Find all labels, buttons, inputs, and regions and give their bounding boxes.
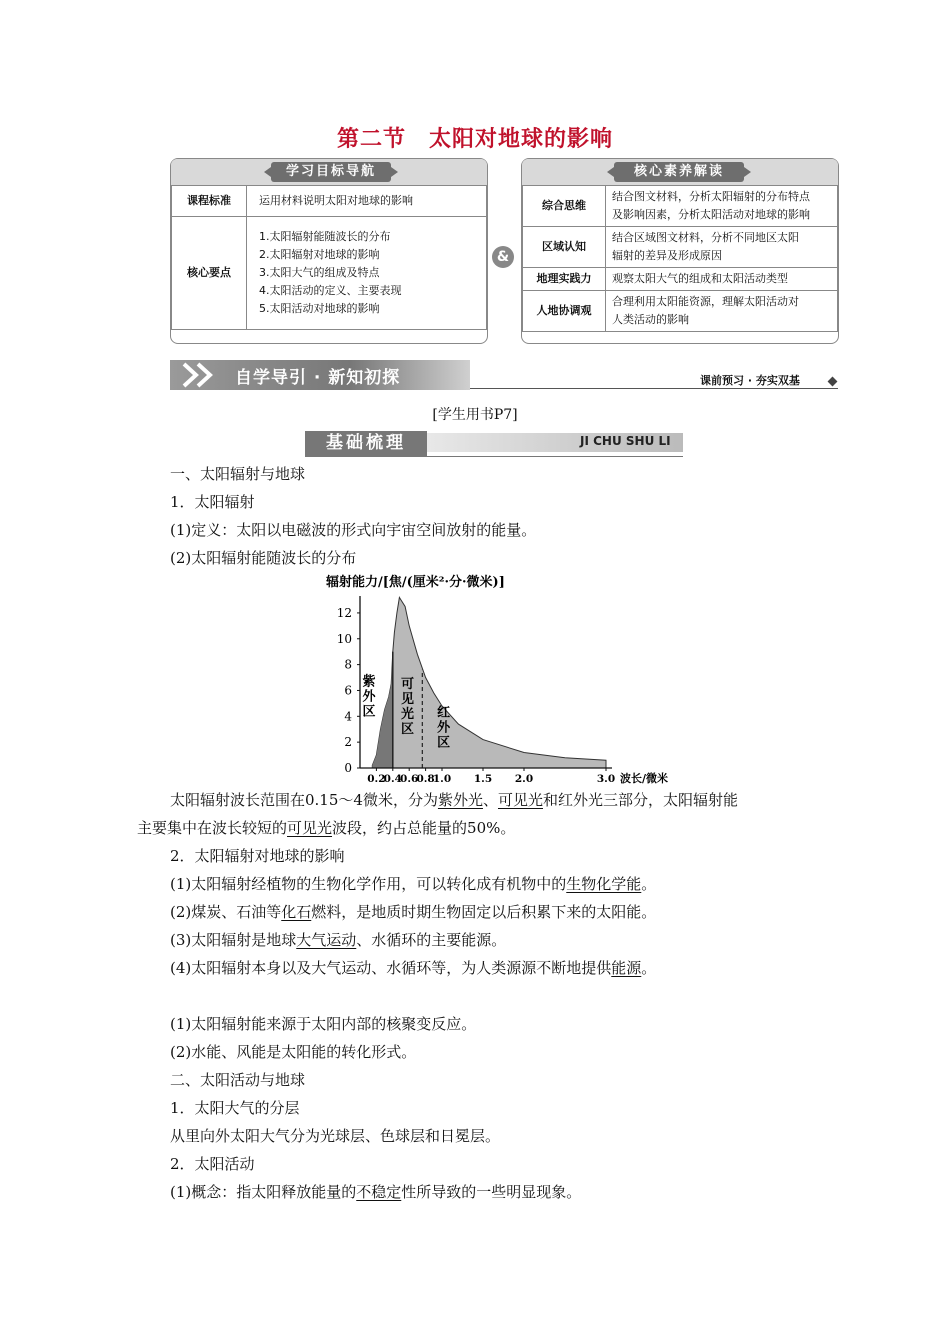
content-line: 1.太阳辐射能随波长的分布 — [259, 230, 391, 243]
text-run: 燃料，是地质时期生物固定以后积累下来的太阳能。 — [311, 903, 657, 921]
paragraph — [170, 1182, 581, 1202]
subheading: 1．太阳大气的分层 — [170, 1099, 300, 1117]
row-content — [606, 291, 838, 332]
text-run: 、 — [482, 791, 498, 809]
paragraph — [170, 902, 656, 922]
diamond-icon — [828, 377, 838, 387]
learning-goals-header: 学习目标导航 — [271, 162, 391, 182]
x-tick-label: 0.2 — [367, 773, 386, 785]
y-tick-label: 4 — [344, 709, 352, 724]
ampersand-icon: & — [492, 246, 514, 268]
y-tick-label: 10 — [336, 631, 352, 646]
row-label: 综合思维 — [523, 186, 606, 227]
answer-blank: 紫外光 — [437, 791, 483, 809]
x-tick-label: 3.0 — [596, 773, 616, 785]
region-label-3: 红外区 — [437, 705, 451, 751]
text-run: (4)太阳辐射本身以及大气运动、水循环等，为人类源源不断地提供 — [170, 959, 612, 977]
x-tick-label: 0.4 — [383, 773, 402, 785]
x-tick-label: 2.0 — [514, 773, 534, 785]
answer-blank: 可见光 — [497, 791, 543, 809]
text-run: 。 — [641, 959, 657, 977]
answer-blank: 化石 — [281, 903, 312, 921]
content-line: 结合区域图文材料，分析不同地区太阳 — [612, 231, 799, 244]
paragraph: (2)太阳辐射能随波长的分布 — [170, 549, 357, 567]
content-line: 运用材料说明太阳对地球的影响 — [259, 194, 413, 207]
note: (1)太阳辐射能来源于太阳内部的核聚变反应。 — [170, 1015, 477, 1033]
content-line: 辐射的差异及形成原因 — [612, 249, 722, 262]
banner-title: 自学导引 · 新知初探 — [235, 368, 401, 388]
answer-blank: 大气运动 — [296, 931, 357, 949]
section-header: 基础梳理 — [305, 431, 427, 456]
paragraph — [170, 874, 656, 894]
row-content — [606, 186, 838, 227]
x-tick-label: 1.5 — [473, 773, 493, 785]
learning-goals-table — [171, 185, 487, 330]
y-tick-label: 8 — [344, 657, 352, 672]
x-tick-label: 1.0 — [432, 773, 452, 785]
content-line: 5.太阳活动对地球的影响 — [259, 302, 380, 315]
paragraph: 从里向外太阳大气分为光球层、色球层和日冕层。 — [170, 1127, 501, 1145]
y-tick-label: 2 — [344, 735, 352, 750]
row-content — [606, 268, 838, 291]
subheading: 2．太阳辐射对地球的影响 — [170, 847, 345, 865]
region-label-1: 紫外区 — [362, 674, 376, 720]
y-tick-label: 12 — [336, 605, 352, 620]
table-row — [523, 291, 838, 332]
paragraph — [170, 930, 506, 950]
paragraph — [170, 958, 656, 978]
answer-blank: 能源 — [611, 959, 642, 977]
section-header-line — [305, 456, 683, 457]
row-label: 地理实践力 — [523, 268, 606, 291]
content-line: 及影响因素，分析太阳活动对地球的影响 — [612, 208, 810, 221]
y-tick-label: 6 — [344, 683, 352, 698]
heading-2: 二、太阳活动与地球 — [170, 1071, 306, 1089]
table-row — [172, 186, 487, 217]
x-axis-label: 波长/微米 — [620, 772, 669, 785]
text-run: 性所导致的一些明显现象。 — [401, 1183, 582, 1201]
content-line: 人类活动的影响 — [612, 313, 689, 326]
y-axis-label: 辐射能力/[焦/(厘米²·分·微米)] — [326, 575, 505, 590]
solar-spectrum-chart — [300, 570, 680, 785]
y-tick-label: 0 — [344, 761, 352, 775]
table-row — [172, 217, 487, 330]
table-row — [523, 186, 838, 227]
text-run: 。 — [641, 875, 657, 893]
region-label-2: 可见光区 — [401, 676, 415, 737]
core-literacy-table — [522, 185, 838, 332]
text-run: 波段，约占总能量的50%。 — [332, 819, 516, 837]
paragraph — [137, 818, 515, 838]
core-literacy-header: 核心素养解读 — [614, 162, 744, 182]
text-run: 、水循环的主要能源。 — [356, 931, 507, 949]
content-line: 结合图文材料，分析太阳辐射的分布特点 — [612, 190, 810, 203]
paragraph: (1)定义：太阳以电磁波的形式向宇宙空间放射的能量。 — [170, 521, 537, 539]
x-tick-label: 0.6 — [400, 773, 419, 785]
row-label: 人地协调观 — [523, 291, 606, 332]
text-run: (1)太阳辐射经植物的生物化学作用，可以转化成有机物中的 — [170, 875, 567, 893]
row-content — [247, 186, 487, 217]
text-run: (3)太阳辐射是地球 — [170, 931, 297, 949]
note: (2)水能、风能是太阳能的转化形式。 — [170, 1043, 417, 1061]
text-run: 主要集中在波长较短的 — [137, 819, 288, 837]
page-reference: [学生用书P7] — [432, 407, 518, 423]
double-chevron-icon — [180, 362, 228, 388]
text-run: (2)煤炭、石油等 — [170, 903, 282, 921]
content-line: 4.太阳活动的定义、主要表现 — [259, 284, 402, 297]
heading-1: 一、太阳辐射与地球 — [170, 465, 306, 483]
table-row — [523, 268, 838, 291]
table-row — [523, 227, 838, 268]
subheading: 2．太阳活动 — [170, 1155, 255, 1173]
x-tick-label: 0.8 — [416, 773, 435, 785]
content-line: 3.太阳大气的组成及特点 — [259, 266, 380, 279]
page-title: 第二节 太阳对地球的影响 — [336, 127, 613, 152]
row-content — [247, 217, 487, 330]
text-run: 和红外光三部分，太阳辐射能 — [543, 791, 739, 809]
content-line: 观察太阳大气的组成和太阳活动类型 — [612, 272, 788, 285]
row-label: 区域认知 — [523, 227, 606, 268]
content-line: 2.太阳辐射对地球的影响 — [259, 248, 380, 261]
section-header-pinyin: JI CHU SHU LI — [580, 434, 671, 448]
row-label: 课程标准 — [172, 186, 247, 217]
answer-blank: 不稳定 — [356, 1183, 402, 1201]
content-line: 合理利用太阳能资源，理解太阳活动对 — [612, 295, 799, 308]
banner-divider — [470, 388, 838, 389]
banner-subtitle: 课前预习 · 夯实双基 — [700, 374, 800, 387]
row-content — [606, 227, 838, 268]
paragraph — [170, 790, 738, 810]
subheading: 1．太阳辐射 — [170, 493, 255, 511]
text-run: 太阳辐射波长范围在0.15～4微米，分为 — [170, 791, 438, 809]
answer-blank: 可见光 — [287, 819, 333, 837]
text-run: (1)概念：指太阳释放能量的 — [170, 1183, 357, 1201]
answer-blank: 生物化学能 — [566, 875, 642, 893]
row-label: 核心要点 — [172, 217, 247, 330]
